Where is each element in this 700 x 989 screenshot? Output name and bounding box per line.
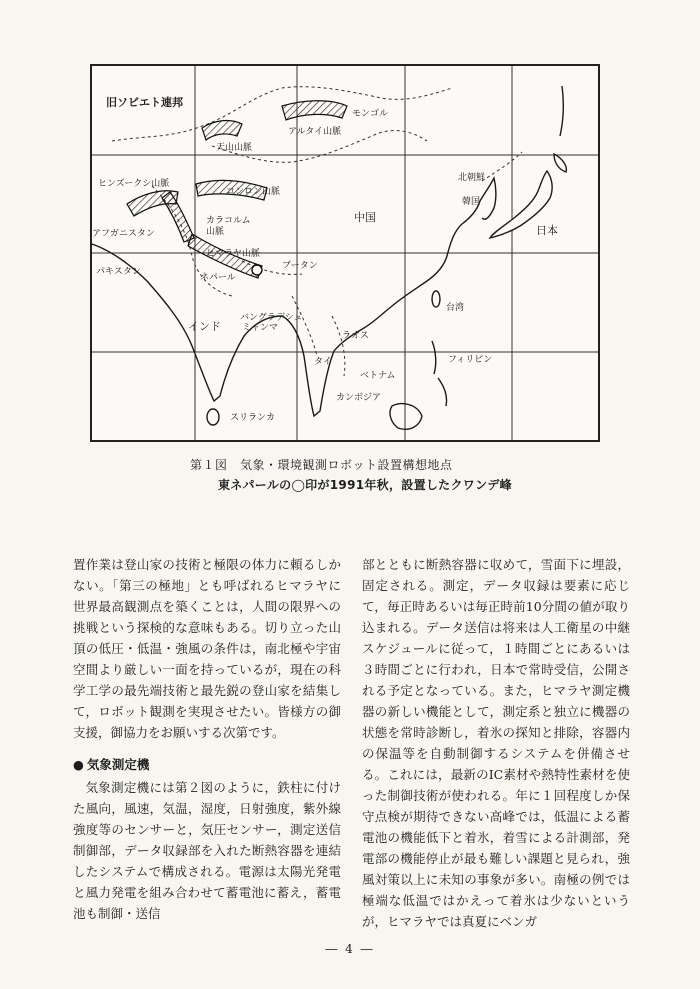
section-heading [73, 755, 341, 775]
section-heading-text: 気象測定機 [86, 757, 150, 772]
label-north-korea: 北朝鮮 [458, 173, 486, 183]
label-karakoram: カラコルム山脈 [206, 216, 251, 237]
page-number: ― 4 ― [325, 942, 375, 956]
label-altai: アルタイ山脈 [288, 127, 342, 137]
map-drawing [92, 66, 598, 440]
coastlines [92, 86, 566, 429]
text-column-right [362, 554, 630, 932]
label-myanmar: ミャンマ [242, 323, 278, 333]
label-japan: 日本 [536, 224, 558, 237]
label-vietnam: ベトナム [360, 371, 396, 381]
label-bangladesh: バングラデシュ [240, 313, 303, 323]
label-taiwan: 台湾 [446, 303, 465, 313]
label-china: 中国 [354, 211, 376, 224]
label-philippines: フィリピン [448, 355, 493, 365]
label-south-korea: 韓国 [462, 197, 481, 207]
label-nepal: ネパール [200, 273, 236, 283]
label-thailand: タイ [314, 357, 332, 367]
label-sri-lanka: スリランカ [230, 413, 276, 423]
text-column-left [73, 554, 341, 924]
label-india: インド [188, 320, 221, 333]
bullet-icon: ● [73, 757, 84, 772]
label-cambodia: カンボジア [336, 393, 382, 403]
label-afghanistan: アフガニスタン [92, 229, 155, 239]
map-grid [92, 66, 598, 440]
altai-range [282, 101, 347, 120]
kwande-peak-marker [252, 265, 262, 275]
label-bhutan: ブータン [282, 261, 318, 271]
label-himalaya: ヒマラヤ山脈 [206, 249, 261, 259]
label-pakistan: パキスタン [96, 267, 141, 277]
figure-caption-title: 第１図 気象・環境観測ロボット設置構想地点 [190, 458, 453, 472]
label-hindukush: ヒンズークシ山脈 [98, 179, 170, 189]
label-tianshan: 天山山脈 [216, 143, 253, 153]
paragraph: 気象測定機には第２図のように，鉄柱に付けた風向，風速，気温，湿度，日射強度，紫外線強度等のセンサーと，気圧センサー，測定送信制御部，データ収録部を入れた断熱容器を連結したシステムで構成される。電源は太陽光発電と風力発電を組み合わせて蓄電池に蓄え，蓄電池も制御・送信 [73, 780, 341, 921]
label-ussr: 旧ソビエト連邦 [106, 96, 183, 109]
label-laos: ラオス [342, 331, 369, 341]
map-figure [90, 64, 600, 442]
paragraph: 部とともに断熱容器に収めて，雪面下に埋設，固定される。測定，データ収録は要素に応じて，毎正時あるいは毎正時前10分間の値が取り込まれる。データ送信は将来は人工衛星の中継スケジュールに従って，１時間ごとにあるいは３時間ごとに行われ，日本で常時受信，公開される予定となっている。また，ヒマラヤ測定機器の新しい機能として，測定系と独立に機器の状態を常時診断し，着氷の探知と排除，容器内の保温等を自動制御するシステムを併備させる。これには，最新のIC素材や熱特性素材を使った制御技術が使われる。年に１回程度しか保守点検が期待できない高峰では，低温による蓄電池の機能低下と着氷，着雪による計測部，発電部の機能停止が最も難しい課題と見られ，強風対策以上に未知の事象が多い。南極の例では極端な低温ではかえって着氷は少ないというが，ヒマラヤでは真夏にベンガ [362, 557, 630, 929]
label-mongolia: モンゴル [352, 109, 389, 119]
karakoram-range [162, 192, 194, 242]
figure-caption-note: 東ネパールの◯印が1991年秋，設置したクワンデ峰 [218, 478, 512, 492]
label-kunlun: コンロン山脈 [226, 187, 281, 197]
paragraph: 置作業は登山家の技術と極限の体力に頼るしかない。「第三の極地」とも呼ばれるヒマラヤに世界最高観測点を築くことは，人間の限界への挑戦という探検的な意味もある。切り立った山頂の低圧・低温・強風の条件は，南北極や宇宙空間より厳しい一面を持っているが，現在の科学工学の最先端技術と最先鋭の登山家を結集して，ロボット観測を実現させたい。皆様方の御支援，御協力をお願いする次第です。 [73, 557, 341, 740]
